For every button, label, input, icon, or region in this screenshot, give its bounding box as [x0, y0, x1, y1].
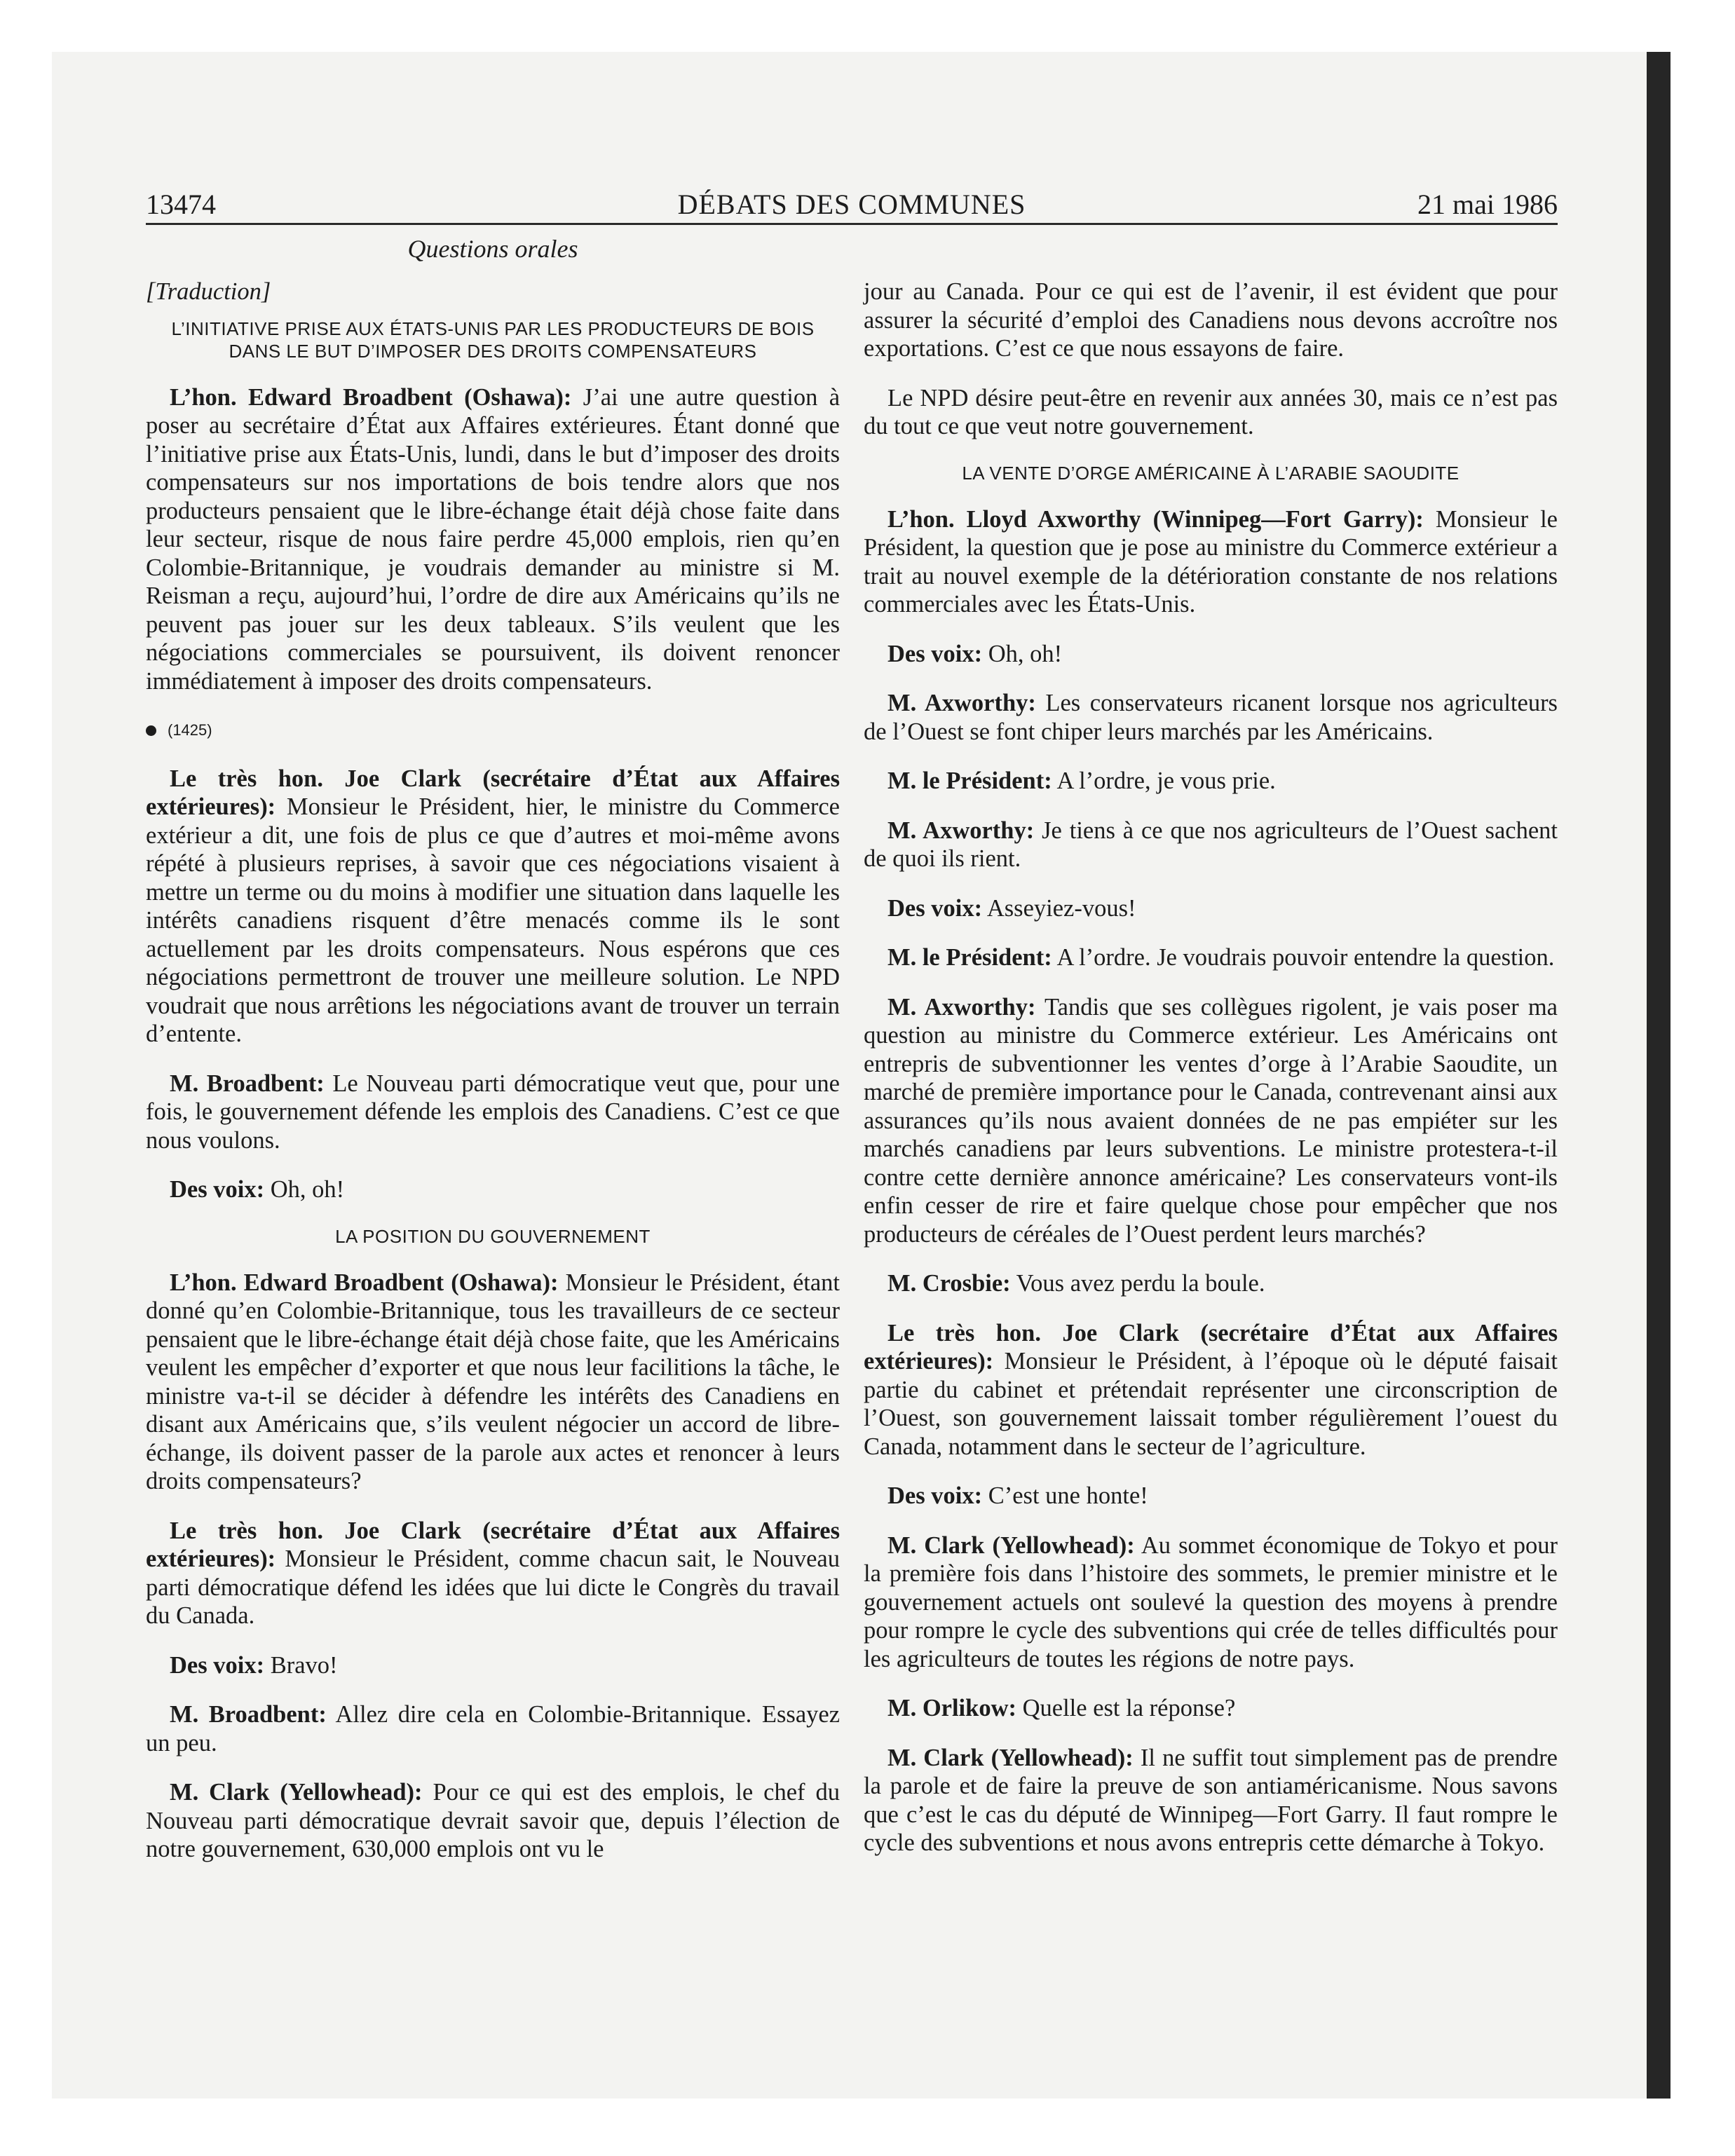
- page-number: 13474: [146, 189, 216, 220]
- page-header: [146, 188, 1558, 224]
- speaker-name: M. Broadbent:: [170, 1701, 327, 1728]
- speech-text: Monsieur le Président, étant donné qu’en Colombie-Britannique, tous les travailleurs de ce secteur pensaient que le libre-échange était déjà chose faite, que les Américains veulent les empêcher d’exporter et que nous leur facilitions la tâche, le ministre va-t-il se décider à défendre les intérêts des Canadiens en disant aux Américains que, s’ils veulent négocier un accord de libre-échange, ils doivent passer de la parole aux actes et renoncer à leurs droits compensateurs?: [146, 1269, 840, 1494]
- speech-text: Je tiens à ce que nos agriculteurs de l’Ouest sachent de quoi ils rient.: [864, 817, 1558, 872]
- speaker-name: L’hon. Edward Broadbent (Oshawa):: [170, 383, 572, 411]
- section-title: Questions orales: [407, 235, 578, 263]
- speaker-name: M. Clark (Yellowhead):: [887, 1531, 1135, 1559]
- speech-text: A l’ordre, je vous prie.: [1052, 767, 1276, 794]
- speaker-name: M. Crosbie:: [887, 1270, 1011, 1297]
- speaker-name: M. le Président:: [887, 944, 1052, 971]
- speech-text: Au sommet économique de Tokyo et pour la première fois dans l’histoire des sommets, le premier ministre et le gouvernement actuels ont soulevé la question des moyens à prendre pour rompre le cycle des subventions qui crée de telles difficultés pour les agriculteurs de toutes les régions de notre pays.: [864, 1531, 1558, 1672]
- speech-paragraph: [146, 1175, 840, 1204]
- speaker-name: Des voix:: [887, 1482, 983, 1509]
- speaker-name: Le très hon. Joe Clark (secrétaire d’État aux Affaires extérieures):: [864, 1319, 1558, 1374]
- speaker-name: Des voix:: [887, 640, 983, 667]
- speech-text: jour au Canada. Pour ce qui est de l’avenir, il est évident que pour assurer la sécurité d’emploi des Canadiens nous devons accroître nos exportations. C’est ce que nous essayons de faire.: [864, 278, 1558, 362]
- speech-text: Monsieur le Président, hier, le ministre du Commerce extérieur a dit, une fois de plus ce que d’autres et moi-même avons répété à plusieurs reprises, à savoir que ces négociations visaient à mettre un terme ou du moins à modifier une situation dans laquelle les intérêts canadiens risquent d’être menacés comme ils le sont actuellement par les droits compensateurs. Nous espérons que ces négociations permettront de trouver une meilleure solution. Le NPD voudrait que nous arrêtions les négociations avant de trouver un terrain d’entente.: [146, 793, 840, 1047]
- topic-heading: L’INITIATIVE PRISE AUX ÉTATS-UNIS PAR LES PRODUCTEURS DE BOIS DANS LE BUT D’IMPOSER DES DROITS COMPENSATEURS: [171, 318, 815, 362]
- speech-text: Quelle est la réponse?: [1016, 1695, 1236, 1721]
- topic-heading: LA POSITION DU GOUVERNEMENT: [335, 1225, 651, 1247]
- speech-text: J’ai une autre question à poser au secrétaire d’État aux Affaires extérieures. Étant donné que l’initiative prise aux États-Unis, lundi, dans le but d’imposer des droits compensateurs sur nos importations de bois tendre alors que nos producteurs pensaient que le libre-échange était déjà chose faite dans leur secteur, risque de nous faire perdre 45,000 emplois, rien qu’en Colombie-Britannique, je voudrais demander au ministre si M. Reisman a reçu, aujourd’hui, l’ordre de dire aux Américains qu’ils ne peuvent pas jouer sur les deux tableaux. S’ils veulent que les négociations commerciales se poursuivent, ils doivent renoncer immédiatement à imposer des droits compensateurs.: [146, 383, 841, 695]
- speaker-name: Le très hon. Joe Clark (secrétaire d’État aux Affaires extérieures):: [146, 1517, 840, 1572]
- speech-paragraph: [864, 767, 1558, 796]
- speaker-name: Des voix:: [170, 1176, 265, 1203]
- speech-paragraph: [864, 1744, 1558, 1857]
- speech-text: Monsieur le Président, la question que je pose au ministre du Commerce extérieur a trait au nouvel exemple de la détérioration constante de nos relations commerciales avec les États-Unis.: [864, 505, 1558, 618]
- speech-paragraph: [146, 1700, 840, 1757]
- speech-paragraph: [146, 765, 840, 1049]
- translation-note: [Traduction]: [146, 278, 271, 305]
- speech-paragraph: [146, 1269, 840, 1496]
- speaker-name: M. Clark (Yellowhead):: [170, 1779, 423, 1806]
- page-date: 21 mai 1986: [1417, 189, 1558, 220]
- speech-text: Monsieur le Président, comme chacun sait, le Nouveau parti démocratique défend les idées que lui dicte le Congrès du travail du Canada.: [146, 1546, 840, 1629]
- time-marker-text: (1425): [168, 721, 212, 739]
- speech-text: C’est une honte!: [982, 1482, 1148, 1509]
- speech-text: Bravo!: [264, 1651, 338, 1679]
- speech-text: Oh, oh!: [264, 1176, 345, 1203]
- right-column: [864, 278, 1558, 1878]
- publication-title: DÉBATS DES COMMUNES: [677, 189, 1026, 220]
- speaker-name: L’hon. Lloyd Axworthy (Winnipeg—Fort Garry):: [887, 505, 1424, 533]
- speaker-name: M. Axworthy:: [887, 993, 1036, 1021]
- speaker-name: Des voix:: [887, 894, 983, 922]
- scan-edge-border: [1647, 52, 1671, 2099]
- topic-heading: LA VENTE D’ORGE AMÉRICAINE À L’ARABIE SAOUDITE: [962, 462, 1460, 484]
- speech-text: Vous avez perdu la boule.: [1010, 1270, 1265, 1297]
- speech-paragraph: [864, 1694, 1558, 1723]
- speaker-name: M. Broadbent:: [170, 1070, 325, 1097]
- time-marker: [146, 716, 840, 745]
- left-column: [146, 278, 840, 1885]
- speech-paragraph: [146, 1651, 840, 1680]
- speech-paragraph: [864, 1482, 1558, 1510]
- speech-text: Oh, oh!: [982, 640, 1063, 667]
- speaker-name: M. Orlikow:: [887, 1695, 1016, 1721]
- speech-paragraph: [864, 817, 1558, 873]
- speaker-name: Le très hon. Joe Clark (secrétaire d’État aux Affaires extérieures):: [146, 765, 840, 820]
- speech-text: Le Nouveau parti démocratique veut que, pour une fois, le gouvernement défende les emplois des Canadiens. C’est ce que nous voulons.: [146, 1070, 840, 1154]
- speech-text: Monsieur le Président, à l’époque où le député faisait partie du cabinet et prétendait représenter une circonscription de l’Ouest, son gouvernement laissait tomber régulièrement l’ouest du Canada, notamment dans le secteur de l’agriculture.: [864, 1348, 1558, 1460]
- speech-text: Tandis que ses collègues rigolent, je vais poser ma question au ministre du Commerce extérieur. Les Américains ont entrepris de subventionner les ventes d’orge à l’Arabie Saoudite, un marché de première importance pour le Canada, contrevenant ainsi aux assurances qu’ils nous avaient données de ne pas empiéter sur les marchés canadiens par leurs subventions. Le ministre protestera-t-il contre cette dernière annonce américaine? Les conservateurs vont-ils enfin cesser de rire et faire quelque chose pour empêcher que nos producteurs de céréales de l’Ouest perdent leurs marchés?: [864, 993, 1558, 1248]
- speech-paragraph: [146, 383, 840, 696]
- speech-paragraph: [864, 1269, 1558, 1298]
- speech-paragraph: [864, 384, 1558, 441]
- bullet-icon: [146, 725, 156, 736]
- speech-text: Asseyiez-vous!: [982, 894, 1136, 922]
- speech-text: Il ne suffit tout simplement pas de prendre la parole et de faire la preuve de son antiaméricanisme. Nous savons que c’est le cas du député de Winnipeg—Fort Garry. Il faut rompre le cycle des subventions et nous avons entrepris cette démarche à Tokyo.: [864, 1744, 1558, 1856]
- speech-paragraph: [864, 505, 1558, 619]
- speaker-name: M. le Président:: [887, 767, 1052, 794]
- speaker-name: Des voix:: [170, 1651, 265, 1679]
- header-rule: [146, 223, 1558, 225]
- speech-text: Le NPD désire peut-être en revenir aux années 30, mais ce n’est pas du tout ce que veut notre gouvernement.: [864, 384, 1558, 439]
- speech-paragraph: [864, 1531, 1558, 1674]
- speaker-name: M. Clark (Yellowhead):: [887, 1744, 1134, 1771]
- speech-paragraph: [864, 943, 1558, 972]
- speech-paragraph: [146, 1070, 840, 1155]
- speaker-name: M. Axworthy:: [887, 690, 1036, 716]
- speaker-name: M. Axworthy:: [887, 817, 1035, 844]
- speech-paragraph: [864, 894, 1558, 923]
- speech-text: A l’ordre. Je voudrais pouvoir entendre la question.: [1052, 944, 1555, 971]
- speech-paragraph: [864, 689, 1558, 746]
- speech-text: Allez dire cela en Colombie-Britannique. Essayez un peu.: [146, 1701, 841, 1756]
- speech-paragraph: [864, 640, 1558, 669]
- speech-paragraph: [864, 1319, 1558, 1461]
- speech-text: Les conservateurs ricanent lorsque nos agriculteurs de l’Ouest se font chiper leurs marchés par les Américains.: [864, 690, 1558, 745]
- speech-paragraph: [864, 278, 1558, 363]
- speech-paragraph: [146, 1778, 840, 1864]
- speech-paragraph: [864, 993, 1558, 1249]
- speaker-name: L’hon. Edward Broadbent (Oshawa):: [170, 1269, 559, 1296]
- speech-paragraph: [146, 1517, 840, 1630]
- speech-text: Pour ce qui est des emplois, le chef du Nouveau parti démocratique devrait savoir que, depuis l’élection de notre gouvernement, 630,000 emplois ont vu le: [146, 1779, 840, 1862]
